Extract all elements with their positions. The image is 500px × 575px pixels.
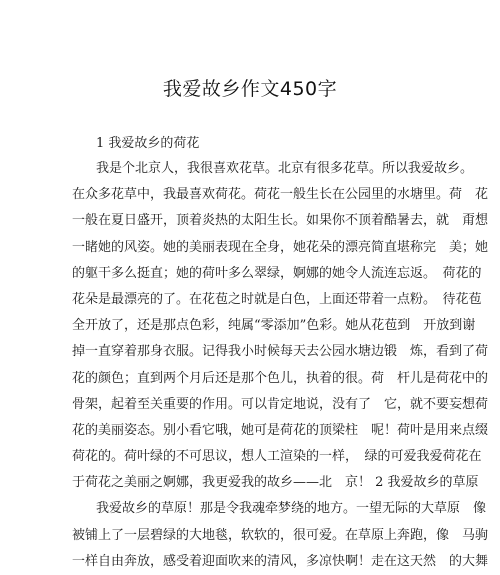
paragraph-line: 于荷花之美丽之婀娜，我更爱我的故乡——北 京！ 2 我爱故乡的草原	[72, 475, 479, 491]
paragraph-line: 一般在夏日盛开，顶着炎热的太阳生长。如果你不顶着酷暑去，就 甭想	[72, 213, 489, 229]
paragraph-line: 荷花的。荷叶绿的不可思议，想人工渲染的一样， 绿的可爱我爱荷花在	[72, 449, 482, 465]
paragraph-line: 被铺上了一层碧绿的大地毯，软软的，很可爱。在草原上奔跑，像 马驹	[72, 527, 489, 543]
document-title: 我爱故乡作文450字	[162, 78, 338, 100]
paragraph-line: 我是个北京人，我很喜欢花草。北京有很多花草。所以我爱故乡。	[96, 161, 474, 176]
paragraph-line: 骨架，起着至关重要的作用。可以肯定地说，没有了 它，就不要妄想荷	[72, 396, 489, 412]
section-heading: 1 我爱故乡的荷花	[96, 136, 200, 151]
document-body	[72, 156, 489, 575]
paragraph-line: 在众多花草中，我最喜欢荷花。荷花一般生长在公园里的水塘里。荷 花	[72, 187, 489, 203]
paragraph-line: 花朵是最漂亮的了。在花苞之时就是白色，上面还带着一点粉。 待花苞	[72, 291, 482, 307]
paragraph-line: 我爱故乡的草原！那是令我魂牵梦绕的地方。一望无际的大草原 像	[96, 501, 487, 517]
paragraph-line: 一睹她的风姿。她的美丽表现在全身，她花朵的漂亮简直堪称完 美；她	[72, 239, 489, 255]
paragraph-line: 的躯干多么挺直；她的荷叶多么翠绿，婀娜的她令人流连忘返。 荷花的	[72, 265, 482, 281]
paragraph-line: 一样自由奔放，感受着迎面吹来的清风，多凉快啊！走在这天然 的大舞	[72, 553, 489, 569]
paragraph-line: 花的颜色；直到两个月后还是那个色儿，执着的很。荷 杆儿是荷花中的	[72, 370, 489, 386]
paragraph-line: 全开放了，还是那点色彩，纯属“零添加”色彩。她从花苞到 开放到谢	[72, 318, 476, 334]
paragraph-line: 花的美丽姿态。别小看它哦，她可是荷花的顶梁柱 呢！荷叶是用来点缀	[72, 422, 489, 438]
paragraph-line: 掉一直穿着那身衣服。记得我小时候每天去公园水塘边锻 炼，看到了荷	[72, 344, 489, 360]
